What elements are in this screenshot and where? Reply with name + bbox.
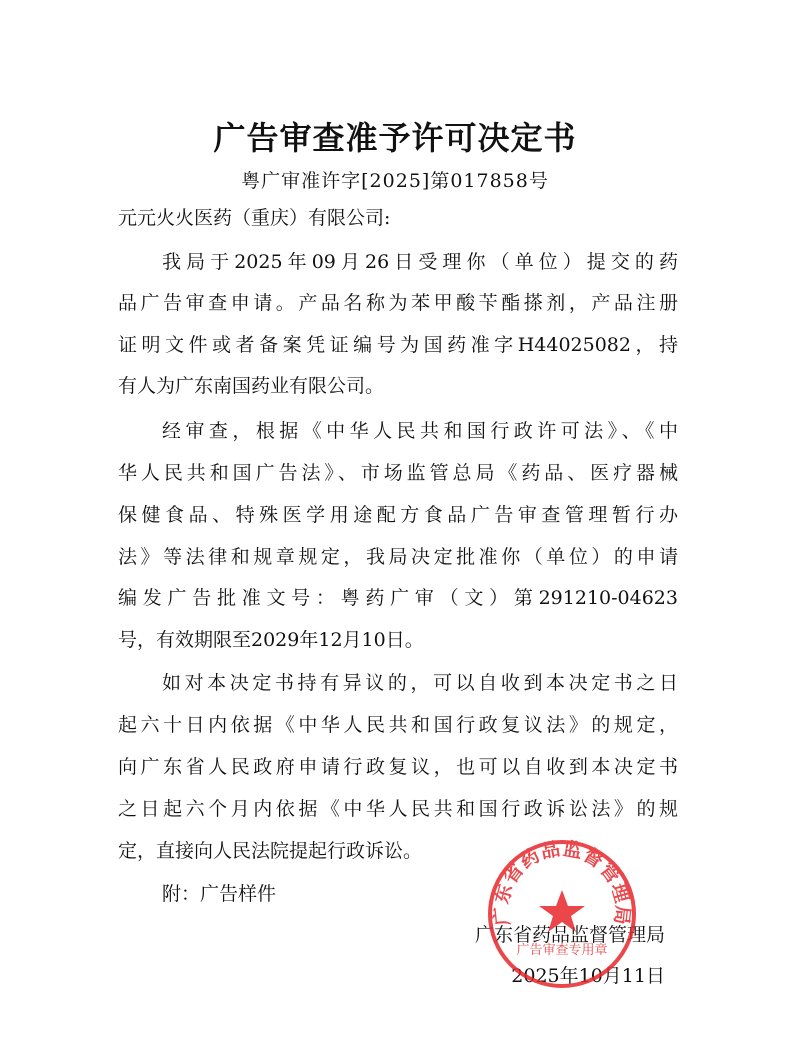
paragraph-1-line: 有人为广东南国药业有限公司。 [118, 375, 385, 397]
addressee: 元元火火医药（重庆）有限公司: [118, 207, 391, 229]
document-title: 广告审查准予许可决定书 [213, 119, 577, 157]
paragraph-2-line: 华人民共和国广告法》、市场监管总局《药品、医疗器械 [118, 462, 678, 484]
paragraph-3-line: 如对本决定书持有异议的，可以自收到本决定书之日 [162, 672, 678, 694]
paragraph-3-line: 向广东省人民政府申请行政复议，也可以自收到本决定书 [118, 756, 678, 778]
paragraph-2-line: 法》等法律和规章规定，我局决定批准你（单位）的申请 [118, 546, 678, 568]
paragraph-3-line: 之日起六个月内依据《中华人民共和国行政诉讼法》的规 [118, 798, 678, 820]
official-seal-icon [486, 838, 638, 990]
paragraph-2-line: 保健食品、特殊医学用途配方食品广告审查管理暂行办 [118, 504, 678, 526]
paragraph-2-line: 经审查，根据《中华人民共和国行政许可法》、《中 [162, 420, 678, 442]
paragraph-1-line: 我局于2025年09月26日受理你（单位）提交的药 [162, 251, 678, 273]
document-number: 粤广审准许字[2025]第017858号 [241, 170, 549, 192]
paragraph-1-line: 证明文件或者备案凭证编号为国药准字H44025082，持 [118, 334, 678, 356]
paragraph-1-line: 品广告审查申请。产品名称为苯甲酸苄酯搽剂，产品注册 [118, 292, 678, 314]
issuer-name: 广东省药品监督管理局 [474, 924, 665, 946]
paragraph-2-line: 号，有效期限至2029年12月10日。 [118, 629, 424, 651]
paragraph-2-line: 编发广告批准文号：粤药广审（文）第291210-04623 [118, 587, 678, 609]
issue-date: 2025年10月11日 [511, 965, 665, 987]
attachment-note: 附：广告样件 [162, 883, 277, 905]
seal-inner-text: 广告审查专用章 [516, 943, 608, 958]
paragraph-3-line: 起六十日内依据《中华人民共和国行政复议法》的规定， [118, 714, 678, 736]
seal-outer-text: 广东省药品监督管理局 [490, 838, 634, 927]
paragraph-3-line: 定，直接向人民法院提起行政诉讼。 [118, 840, 423, 862]
